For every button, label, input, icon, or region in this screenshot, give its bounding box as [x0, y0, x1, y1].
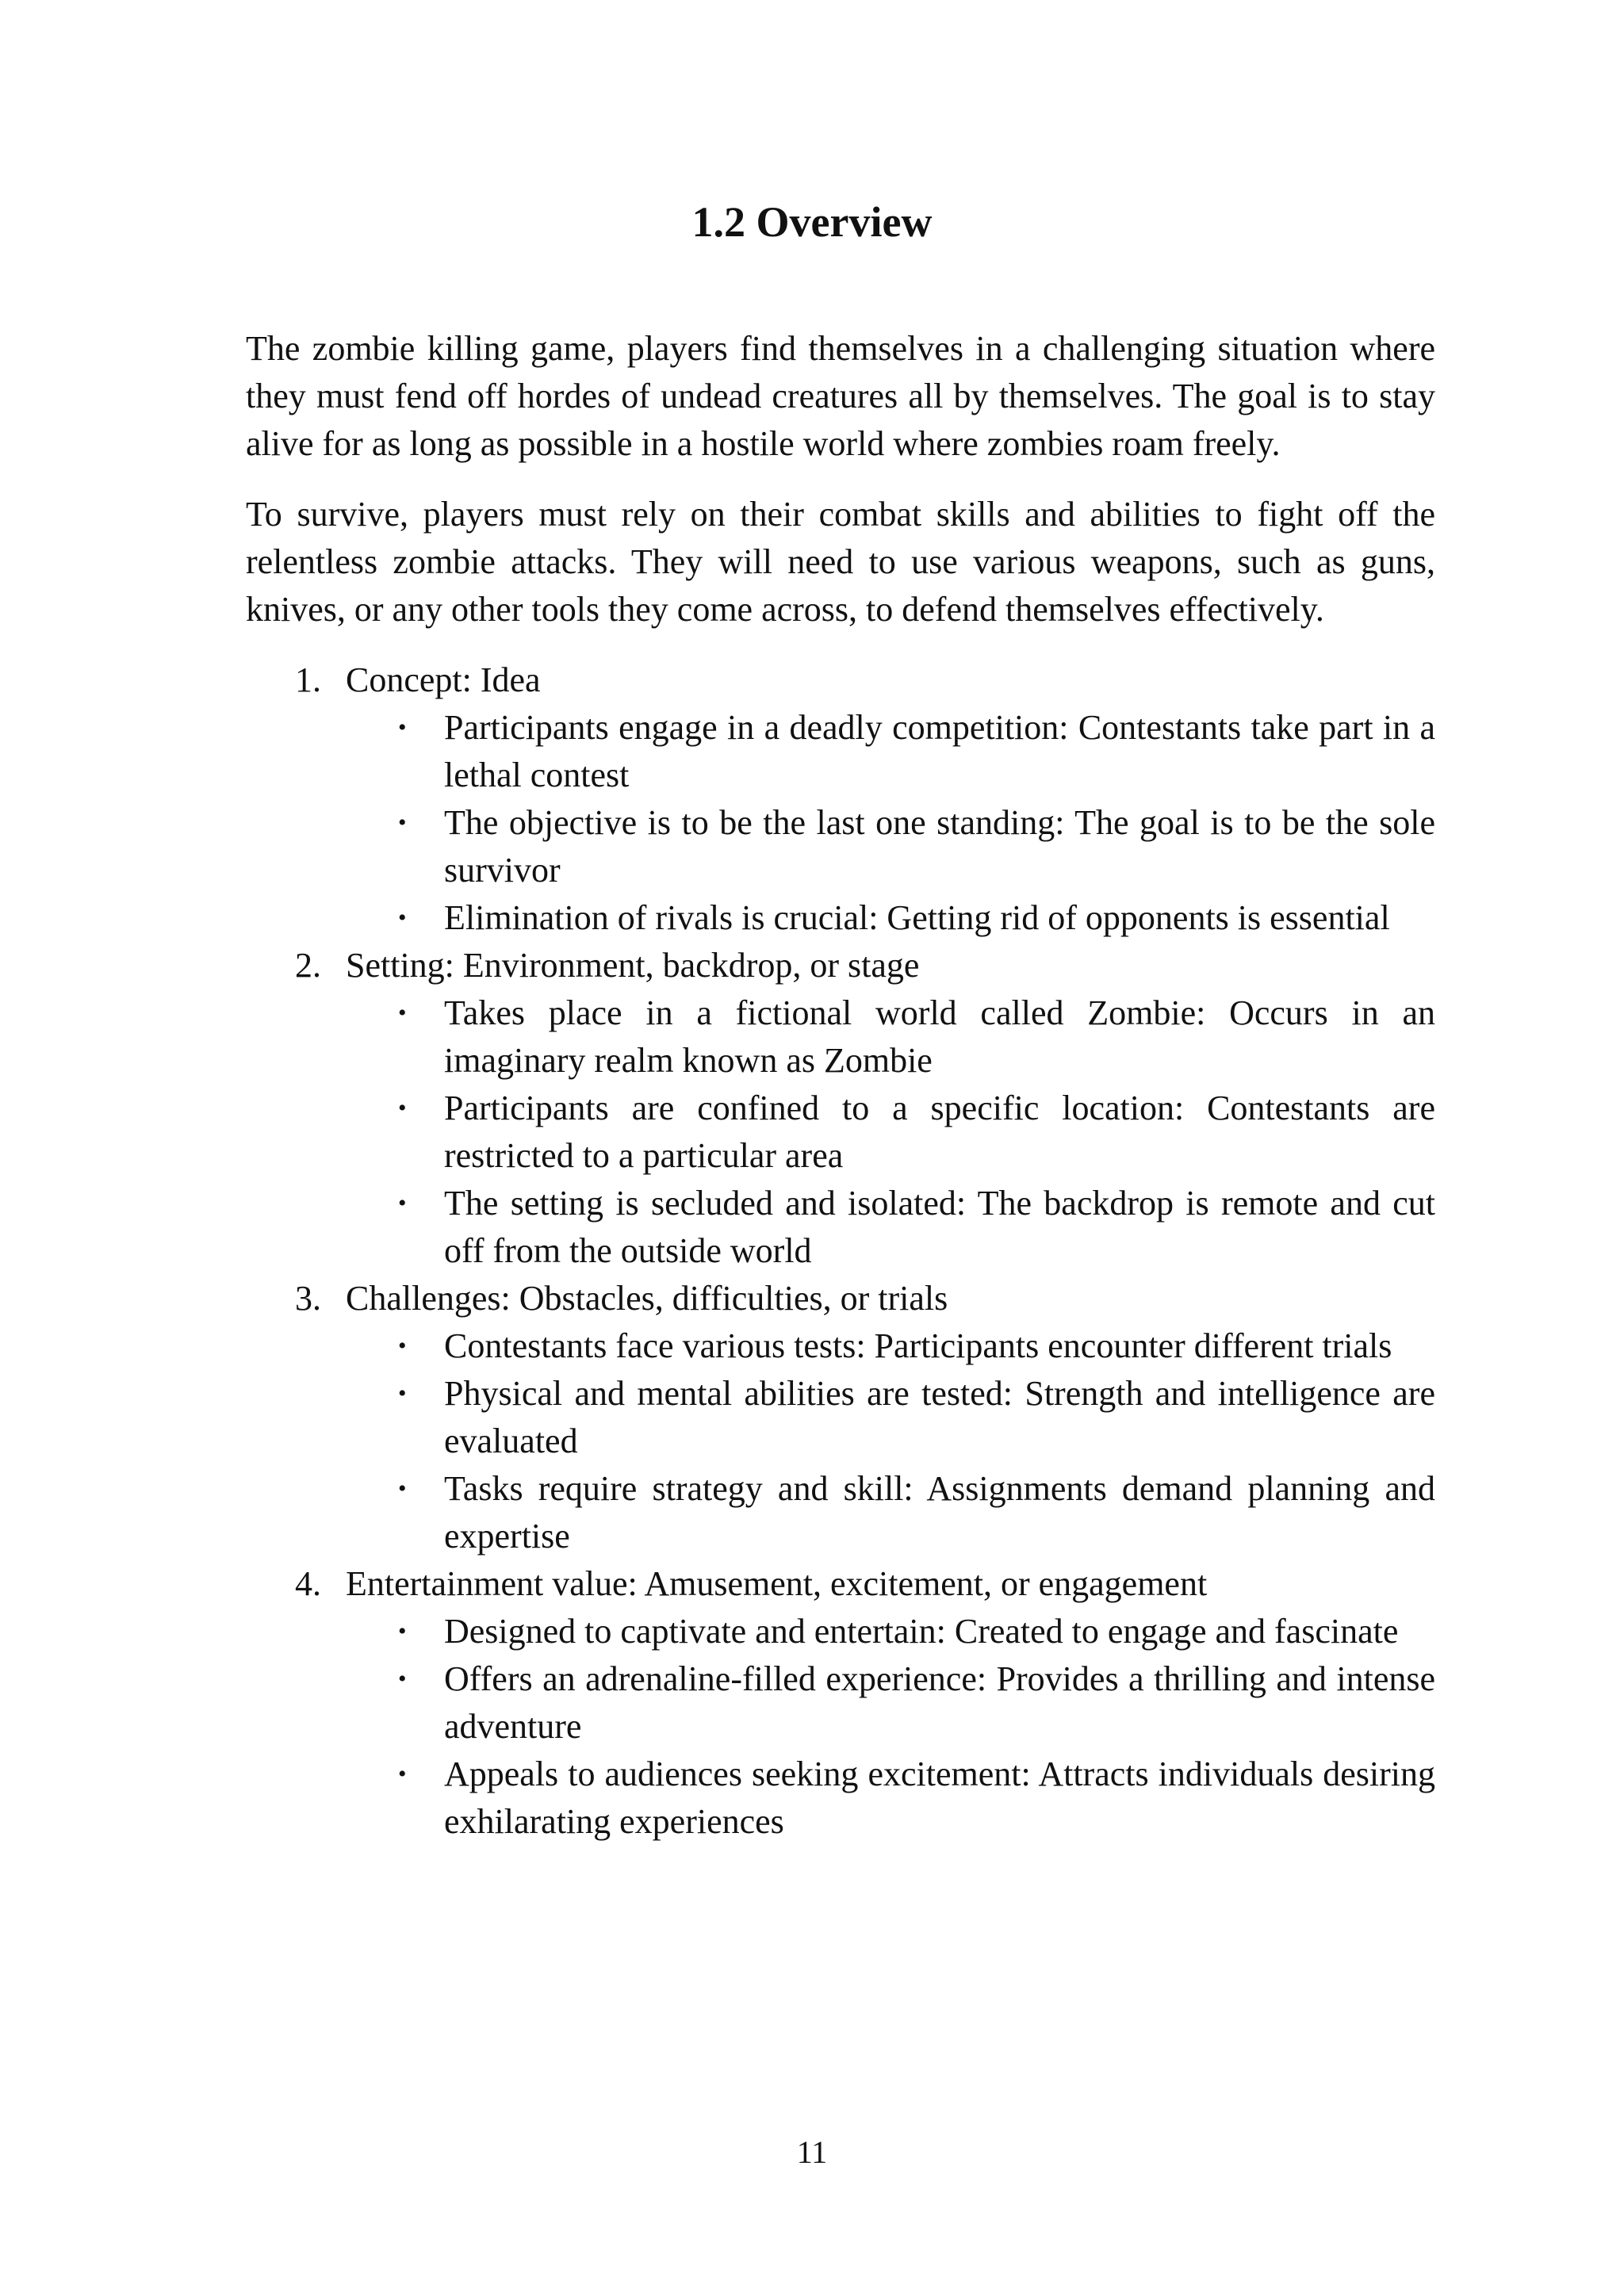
bullet-icon: • — [398, 1666, 407, 1692]
section-heading: 1.2 Overview — [691, 198, 933, 246]
page-number: 11 — [796, 2134, 828, 2170]
list-item — [398, 894, 1435, 942]
bullet-icon: • — [398, 809, 407, 836]
topic-label: Setting: Environment, backdrop, or stage — [346, 946, 920, 985]
list-item-text: Elimination of rivals is crucial: Getting rid of opponents is essential — [444, 898, 1390, 937]
list-item — [398, 1608, 1435, 1655]
topic-item-entertainment-value — [246, 1560, 1435, 1846]
intro-paragraph-2: To survive, players must rely on their combat skills and abilities to fight off the relentless zombie attacks. They will need to use various weapons, such as guns, knives, or any other tools they come across, to defend themselves effectively. — [246, 495, 1435, 629]
topic-label: Entertainment value: Amusement, excitement, or engagement — [346, 1564, 1208, 1603]
list-item — [398, 1322, 1435, 1370]
topic-sublist — [346, 1322, 1435, 1560]
list-item — [398, 1465, 1435, 1560]
bullet-icon: • — [398, 1618, 407, 1644]
list-item — [398, 1655, 1435, 1751]
intro-paragraph-1: The zombie killing game, players find themselves in a challenging situation where they must fend off hordes of undead creatures all by themselves. The goal is to stay alive for as long as possible in a hostile world where zombies roam freely. — [246, 329, 1435, 463]
topic-item-concept — [246, 656, 1435, 942]
bullet-icon: • — [398, 1475, 407, 1502]
topic-number: 1. — [295, 660, 321, 699]
topic-item-challenges — [246, 1275, 1435, 1560]
bullet-icon: • — [398, 1380, 407, 1406]
bullet-icon: • — [398, 1000, 407, 1026]
list-item — [398, 1370, 1435, 1465]
list-item-text: Appeals to audiences seeking excitement: Attracts individuals desiring exhilarating experiences — [444, 1755, 1435, 1841]
bullet-icon: • — [398, 905, 407, 931]
bullet-icon: • — [398, 1333, 407, 1359]
list-item-text: Participants engage in a deadly competition: Contestants take part in a lethal contest — [444, 708, 1435, 794]
bullet-icon: • — [398, 1095, 407, 1121]
list-item — [398, 704, 1435, 799]
list-item-text: Participants are confined to a specific location: Contestants are restricted to a particular area — [444, 1089, 1435, 1175]
bullet-icon: • — [398, 1761, 407, 1787]
list-item-text: Tasks require strategy and skill: Assignments demand planning and expertise — [444, 1469, 1435, 1556]
topic-number: 4. — [295, 1564, 321, 1603]
list-item-text: Takes place in a fictional world called Zombie: Occurs in an imaginary realm known as Zombie — [444, 993, 1435, 1080]
bullet-icon: • — [398, 714, 407, 740]
list-item-text: Designed to captivate and entertain: Created to engage and fascinate — [444, 1612, 1399, 1651]
topic-list — [246, 656, 1435, 1846]
topic-sublist — [346, 1608, 1435, 1846]
topic-label: Concept: Idea — [346, 660, 541, 699]
topic-number: 3. — [295, 1279, 321, 1318]
topic-sublist — [346, 989, 1435, 1275]
list-item-text: The objective is to be the last one standing: The goal is to be the sole survivor — [444, 803, 1435, 890]
list-item-text: Physical and mental abilities are tested: Strength and intelligence are evaluated — [444, 1374, 1435, 1460]
topic-number: 2. — [295, 946, 321, 985]
list-item-text: Offers an adrenaline-filled experience: Provides a thrilling and intense adventure — [444, 1659, 1435, 1746]
list-item — [398, 989, 1435, 1085]
list-item — [398, 1180, 1435, 1275]
list-item — [398, 1751, 1435, 1846]
bullet-icon: • — [398, 1190, 407, 1216]
list-item-text: The setting is secluded and isolated: The backdrop is remote and cut off from the outside world — [444, 1184, 1435, 1270]
list-item — [398, 1085, 1435, 1180]
topic-label: Challenges: Obstacles, difficulties, or trials — [346, 1279, 948, 1318]
topic-sublist — [346, 704, 1435, 942]
list-item-text: Contestants face various tests: Participants encounter different trials — [444, 1326, 1392, 1365]
list-item — [398, 799, 1435, 894]
topic-item-setting — [246, 942, 1435, 1275]
section-body — [246, 325, 1435, 1846]
